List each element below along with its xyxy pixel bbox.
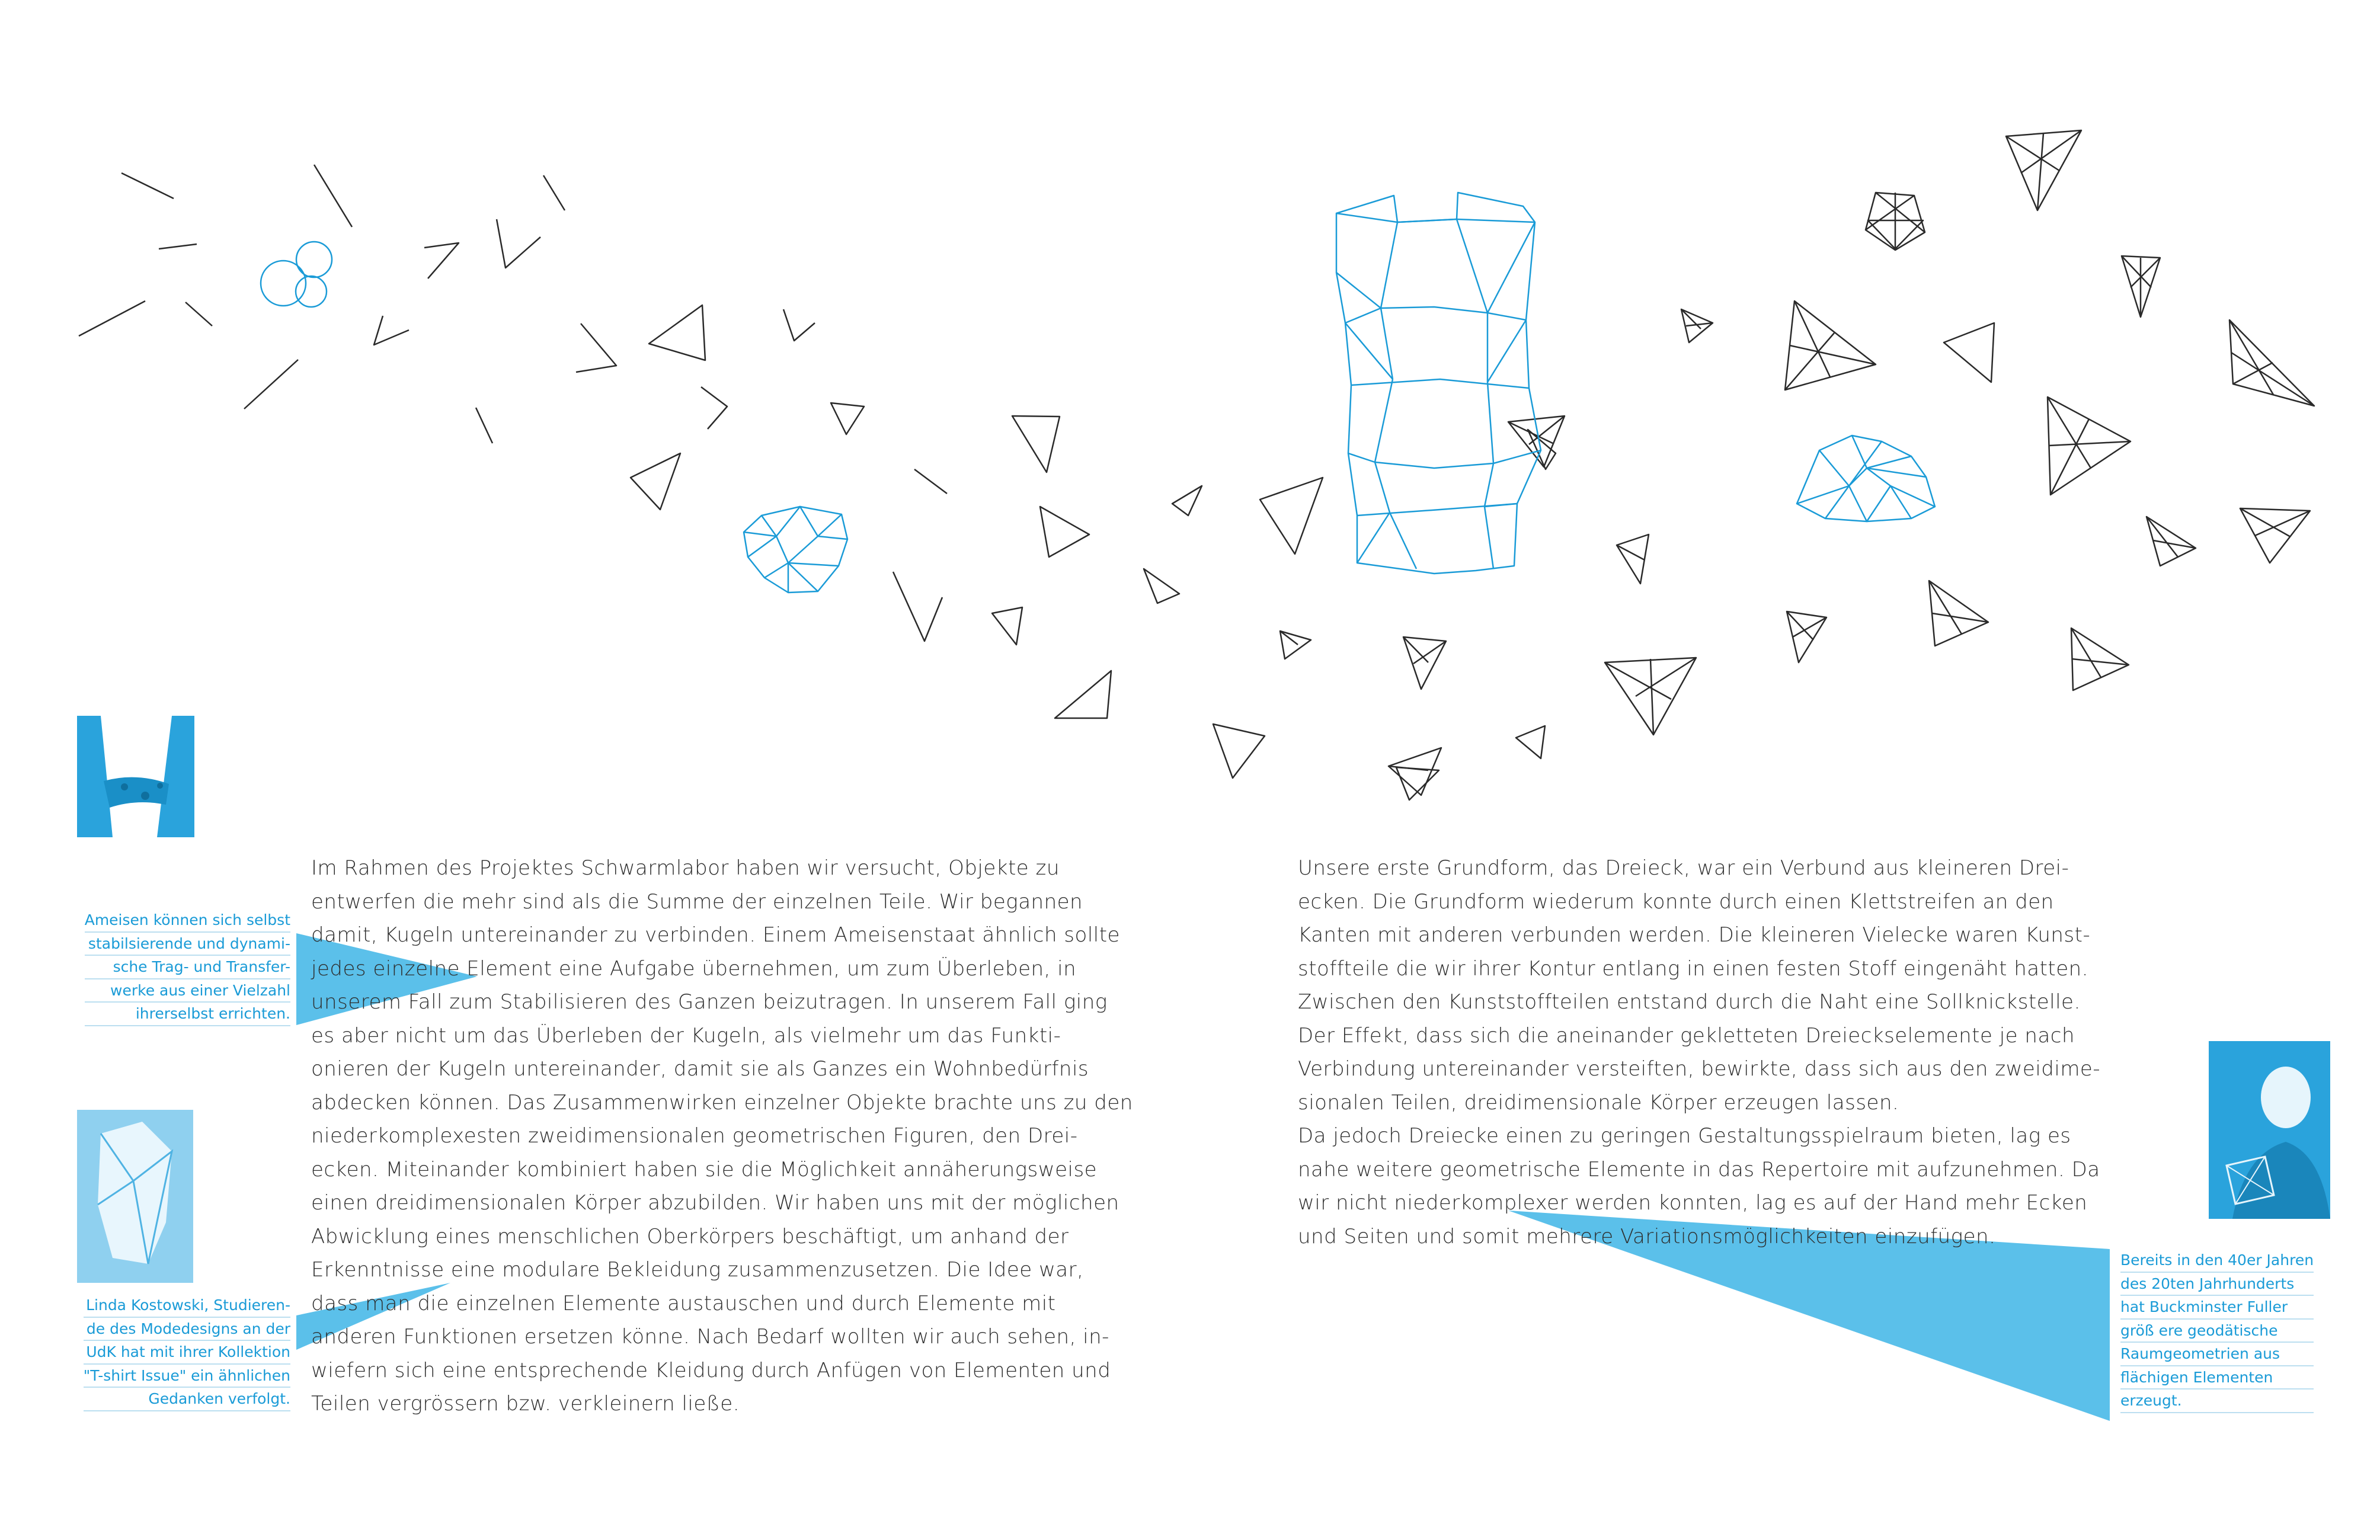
caption-line: Linda Kostowski, Studieren- [84, 1294, 290, 1318]
text-line: onieren der Kugeln untereinander, damit sie als Ganzes ein Wohnbedürfnis [311, 1057, 1089, 1081]
text-line: abdecken können. Das Zusammenwirken einzelner Objekte brachte uns zu den [311, 1090, 1133, 1115]
text-line: anderen Funktionen ersetzen könne. Nach Bedarf wollten wir auch sehen, in- [311, 1325, 1109, 1349]
text-line: wir nicht niederkomplexer werden konnten, lag es auf der Hand mehr Ecken [1298, 1191, 2088, 1215]
caption-line: werke aus einer Vielzahl [85, 979, 290, 1003]
text-line: unserem Fall zum Stabilisieren des Ganzen beizutragen. In unserem Fall ging [311, 990, 1108, 1014]
caption-line: ihrerselbst errichten. [85, 1003, 290, 1026]
text-line: nahe weitere geometrische Elemente in das Repertoire mit aufzunehmen. Da [1298, 1157, 2100, 1182]
text-line: Im Rahmen des Projektes Schwarmlabor haben wir versucht, Objekte zu [311, 856, 1060, 880]
caption-line: "T-shirt Issue" ein ähnlichen [84, 1365, 290, 1388]
text-line: entwerfen die mehr sind als die Summe der einzelnen Teile. Wir begannen [311, 889, 1083, 914]
caption-line: stabilsierende und dynami- [85, 933, 290, 956]
text-line: Kanten mit anderen verbunden werden. Die kleineren Vielecke waren Kunst- [1298, 923, 2091, 947]
caption-line: UdK hat mit ihrer Kollektion [84, 1341, 290, 1365]
caption-line: des 20ten Jahrhunderts [2120, 1273, 2314, 1296]
text-line: Zwischen den Kunststoffteilen entstand durch die Naht eine Sollknickstelle. [1298, 990, 2081, 1014]
text-line: Unsere erste Grundform, das Dreieck, war ein Verbund aus kleineren Drei- [1298, 856, 2069, 880]
linda-kostowski-garment-photo [77, 1110, 193, 1283]
text-line: niederkomplexesten zweidimensionalen geometrischen Figuren, den Drei- [311, 1124, 1078, 1148]
caption-line: de des Modedesigns an der [84, 1318, 290, 1342]
body-text-left-column [311, 851, 1133, 1421]
caption-line: erzeugt. [2120, 1389, 2314, 1413]
buckminster-fuller-photo [2209, 1041, 2330, 1219]
text-line: sionalen Teilen, dreidimensionale Körper erzeugen lassen. [1298, 1090, 1899, 1115]
caption-line: größ ere geodätische [2120, 1320, 2314, 1343]
text-line: Teilen vergrössern bzw. verkleinern ließe. [311, 1392, 740, 1416]
caption-line: Bereits in den 40er Jahren [2120, 1249, 2314, 1273]
text-line: Verbindung untereinander versteiften, bewirkte, dass sich aus den zweidime- [1298, 1057, 2101, 1081]
caption-line: Raumgeometrien aus [2120, 1343, 2314, 1366]
text-line: Der Effekt, dass sich die aneinander gekletteten Dreieckselemente je nach [1298, 1023, 2075, 1048]
caption-ants [85, 909, 290, 1026]
caption-line: Gedanken verfolgt. [84, 1388, 290, 1411]
ants-bridge-photo [77, 716, 194, 837]
text-line: damit, Kugeln untereinander zu verbinden. Einem Ameisenstaat ähnlich sollte [311, 923, 1120, 947]
text-line: jedes einzelne Element eine Aufgabe übernehmen, um zum Überleben, in [311, 956, 1077, 981]
text-line: dass man die einzelnen Elemente austauschen und durch Elemente mit [311, 1291, 1056, 1315]
caption-line: flächigen Elementen [2120, 1366, 2314, 1390]
caption-line: hat Buckminster Fuller [2120, 1296, 2314, 1320]
text-line: Erkenntnisse eine modulare Bekleidung zusammenzusetzen. Die Idee war, [311, 1258, 1084, 1282]
text-line: stoffteile die wir ihrer Kontur entlang in einen festen Stoff eingenäht hatten. [1298, 956, 2089, 981]
text-line: ecken. Miteinander kombiniert haben sie die Möglichkeit annäherungsweise [311, 1157, 1098, 1182]
caption-line: sche Trag- und Transfer- [85, 956, 290, 979]
caption-buckminster-fuller [2120, 1249, 2314, 1413]
caption-line: Ameisen können sich selbst [85, 909, 290, 933]
text-line: es aber nicht um das Überleben der Kugeln, als vielmehr um das Funkti- [311, 1023, 1061, 1048]
caption-linda-kostowski [84, 1294, 290, 1411]
text-line: einen dreidimensionalen Körper abzubilden. Wir haben uns mit der möglichen [311, 1191, 1119, 1215]
text-line: Da jedoch Dreiecke einen zu geringen Gestaltungsspielraum bieten, lag es [1298, 1124, 2071, 1148]
text-line: ecken. Die Grundform wiederum konnte durch einen Klettstreifen an den [1298, 889, 2054, 914]
text-line: und Seiten und somit mehrere Variationsmöglichkeiten einzufügen. [1298, 1224, 1996, 1248]
text-line: Abwicklung eines menschlichen Oberkörpers beschäftigt, um anhand der [311, 1224, 1069, 1248]
body-text-right-column [1298, 851, 2101, 1253]
text-line: wiefern sich eine entsprechende Kleidung durch Anfügen von Elementen und [311, 1358, 1111, 1382]
